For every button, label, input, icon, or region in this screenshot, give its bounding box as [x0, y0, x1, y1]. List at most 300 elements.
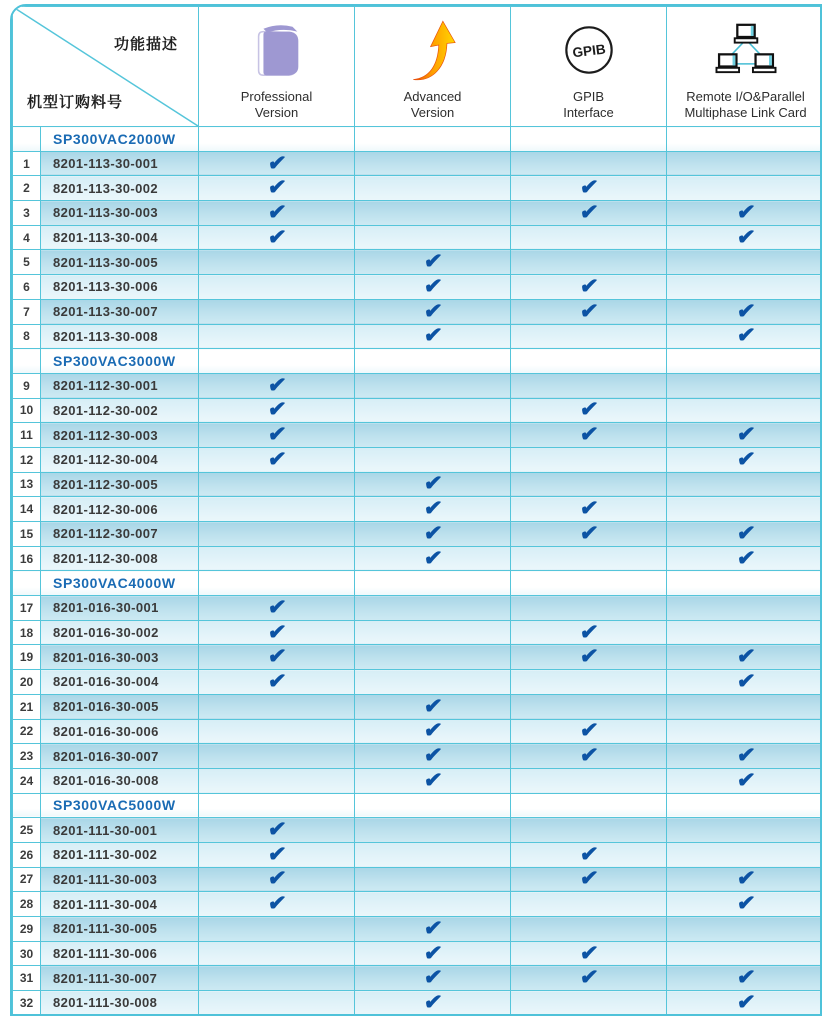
feature-check-cell: [511, 768, 667, 793]
model-group-header-row: [13, 793, 823, 818]
check-icon: ✔: [735, 299, 756, 323]
row-number-cell: 27: [13, 867, 41, 892]
feature-check-cell: [667, 694, 823, 719]
row-number-cell: 17: [13, 596, 41, 621]
empty-feature-cell: [199, 571, 355, 596]
part-number-cell: 8201-111-30-004: [41, 892, 199, 917]
feature-check-cell: [355, 744, 511, 769]
part-number-cell: 8201-016-30-005: [41, 694, 199, 719]
check-icon: ✔: [266, 225, 287, 249]
feature-check-cell: [355, 867, 511, 892]
check-icon: ✔: [266, 595, 287, 619]
feature-check-cell: [511, 398, 667, 423]
model-group-header-row: [13, 571, 823, 596]
table-row: [13, 176, 823, 201]
check-icon: ✔: [735, 669, 756, 693]
table-row: [13, 818, 823, 843]
row-number-cell: 6: [13, 275, 41, 300]
part-number-cell: 8201-111-30-003: [41, 867, 199, 892]
feature-check-cell: [355, 497, 511, 522]
part-number-cell: 8201-112-30-007: [41, 522, 199, 547]
model-name-cell: SP300VAC5000W: [41, 793, 199, 818]
model-group-header-row: [13, 127, 823, 152]
row-number-cell: 18: [13, 620, 41, 645]
feature-check-cell: [355, 842, 511, 867]
table-row: [13, 275, 823, 300]
check-icon: ✔: [735, 645, 756, 669]
row-number-cell: 4: [13, 225, 41, 250]
part-number-cell: 8201-016-30-001: [41, 596, 199, 621]
row-number-cell: 25: [13, 818, 41, 843]
check-icon: ✔: [422, 472, 443, 496]
part-number-cell: 8201-112-30-003: [41, 423, 199, 448]
check-icon: ✔: [422, 497, 443, 521]
check-icon: ✔: [266, 867, 287, 891]
feature-check-cell: [667, 645, 823, 670]
feature-check-cell: [667, 151, 823, 176]
check-icon: ✔: [735, 447, 756, 471]
check-icon: ✔: [422, 916, 443, 940]
growth-arrow-icon: [355, 7, 510, 89]
feature-check-cell: [199, 966, 355, 991]
feature-check-cell: [199, 818, 355, 843]
check-icon: ✔: [735, 225, 756, 249]
feature-check-cell: [199, 299, 355, 324]
empty-feature-cell: [511, 793, 667, 818]
feature-check-cell: [199, 842, 355, 867]
feature-check-cell: [511, 225, 667, 250]
check-icon: ✔: [578, 497, 599, 521]
feature-check-cell: [199, 744, 355, 769]
feature-check-cell: [355, 225, 511, 250]
check-icon: ✔: [266, 669, 287, 693]
row-number-cell: 20: [13, 670, 41, 695]
feature-check-cell: [667, 423, 823, 448]
feature-matrix: [10, 4, 822, 1016]
check-icon: ✔: [578, 842, 599, 866]
feature-check-cell: [511, 324, 667, 349]
check-icon: ✔: [422, 521, 443, 545]
feature-check-cell: [667, 818, 823, 843]
feature-check-cell: [199, 225, 355, 250]
table-row: [13, 645, 823, 670]
feature-check-cell: [511, 447, 667, 472]
row-number-cell: 13: [13, 472, 41, 497]
model-name-cell: SP300VAC3000W: [41, 349, 199, 374]
table-row: [13, 423, 823, 448]
check-icon: ✔: [735, 200, 756, 224]
feature-check-cell: [667, 398, 823, 423]
feature-check-cell: [511, 818, 667, 843]
feature-check-cell: [667, 472, 823, 497]
feature-check-cell: [199, 645, 355, 670]
feature-check-cell: [667, 966, 823, 991]
check-icon: ✔: [735, 990, 756, 1014]
table-row: [13, 917, 823, 942]
table-row: [13, 522, 823, 547]
table-row: [13, 497, 823, 522]
empty-feature-cell: [511, 127, 667, 152]
feature-matrix-table: [12, 6, 822, 1016]
feature-check-cell: [355, 398, 511, 423]
feature-check-cell: [355, 768, 511, 793]
column-label-professional: Professional Version: [240, 89, 313, 121]
feature-check-cell: [355, 670, 511, 695]
feature-check-cell: [355, 324, 511, 349]
feature-check-cell: [667, 299, 823, 324]
table-row: [13, 299, 823, 324]
check-icon: ✔: [266, 200, 287, 224]
empty-feature-cell: [667, 571, 823, 596]
row-number-cell: 15: [13, 522, 41, 547]
feature-check-cell: [667, 497, 823, 522]
feature-check-cell: [199, 991, 355, 1016]
part-number-cell: 8201-113-30-008: [41, 324, 199, 349]
check-icon: ✔: [578, 423, 599, 447]
check-icon: ✔: [735, 521, 756, 545]
row-number-cell: 16: [13, 546, 41, 571]
table-row: [13, 373, 823, 398]
feature-check-cell: [355, 818, 511, 843]
feature-check-cell: [199, 423, 355, 448]
feature-check-cell: [511, 250, 667, 275]
check-icon: ✔: [735, 324, 756, 348]
check-icon: ✔: [266, 447, 287, 471]
check-icon: ✔: [578, 645, 599, 669]
row-number-cell: 23: [13, 744, 41, 769]
check-icon: ✔: [735, 423, 756, 447]
feature-check-cell: [199, 151, 355, 176]
feature-check-cell: [355, 719, 511, 744]
feature-check-cell: [511, 275, 667, 300]
column-header-professional: [199, 7, 355, 127]
row-number-cell: 8: [13, 324, 41, 349]
column-label-gpib: GPIB Interface: [563, 89, 614, 121]
row-number-cell: [13, 571, 41, 596]
row-number-cell: 29: [13, 917, 41, 942]
row-number-cell: 7: [13, 299, 41, 324]
check-icon: ✔: [578, 176, 599, 200]
feature-check-cell: [511, 176, 667, 201]
table-row: [13, 620, 823, 645]
feature-check-cell: [199, 250, 355, 275]
feature-check-cell: [355, 917, 511, 942]
feature-check-cell: [355, 546, 511, 571]
empty-feature-cell: [355, 349, 511, 374]
part-number-cell: 8201-112-30-002: [41, 398, 199, 423]
feature-check-cell: [511, 892, 667, 917]
feature-check-cell: [199, 324, 355, 349]
column-header-gpib: [511, 7, 667, 127]
check-icon: ✔: [266, 423, 287, 447]
check-icon: ✔: [266, 892, 287, 916]
table-row: [13, 744, 823, 769]
column-header-remote: [667, 7, 823, 127]
feature-check-cell: [199, 917, 355, 942]
network-icon: [667, 7, 822, 89]
part-number-cell: 8201-112-30-004: [41, 447, 199, 472]
feature-check-cell: [199, 620, 355, 645]
check-icon: ✔: [266, 373, 287, 397]
check-icon: ✔: [422, 768, 443, 792]
feature-check-cell: [667, 596, 823, 621]
table-row: [13, 842, 823, 867]
row-number-cell: 5: [13, 250, 41, 275]
row-number-cell: [13, 349, 41, 374]
corner-bottom-label: 机型订购料号: [27, 94, 124, 111]
row-number-cell: 28: [13, 892, 41, 917]
feature-check-cell: [355, 892, 511, 917]
feature-check-cell: [667, 373, 823, 398]
part-number-cell: 8201-113-30-005: [41, 250, 199, 275]
column-header-advanced: [355, 7, 511, 127]
part-number-cell: 8201-112-30-008: [41, 546, 199, 571]
empty-feature-cell: [511, 571, 667, 596]
feature-check-cell: [667, 176, 823, 201]
feature-check-cell: [355, 151, 511, 176]
part-number-cell: 8201-111-30-005: [41, 917, 199, 942]
table-row: [13, 398, 823, 423]
feature-check-cell: [355, 620, 511, 645]
table-row: [13, 670, 823, 695]
table-row: [13, 201, 823, 226]
check-icon: ✔: [735, 546, 756, 570]
part-number-cell: 8201-111-30-008: [41, 991, 199, 1016]
feature-check-cell: [667, 892, 823, 917]
feature-check-cell: [511, 670, 667, 695]
feature-check-cell: [199, 522, 355, 547]
part-number-cell: 8201-111-30-007: [41, 966, 199, 991]
feature-check-cell: [667, 744, 823, 769]
table-row: [13, 596, 823, 621]
check-icon: ✔: [422, 324, 443, 348]
row-number-cell: 1: [13, 151, 41, 176]
check-icon: ✔: [266, 818, 287, 842]
feature-check-cell: [199, 398, 355, 423]
table-row: [13, 546, 823, 571]
feature-check-cell: [511, 151, 667, 176]
check-icon: ✔: [422, 744, 443, 768]
book-icon: [199, 7, 354, 89]
feature-check-cell: [355, 447, 511, 472]
feature-check-cell: [199, 447, 355, 472]
part-number-cell: 8201-113-30-006: [41, 275, 199, 300]
check-icon: ✔: [578, 200, 599, 224]
part-number-cell: 8201-016-30-007: [41, 744, 199, 769]
feature-check-cell: [667, 917, 823, 942]
feature-check-cell: [667, 768, 823, 793]
feature-check-cell: [511, 373, 667, 398]
row-number-cell: [13, 127, 41, 152]
row-number-cell: 26: [13, 842, 41, 867]
part-number-cell: 8201-113-30-002: [41, 176, 199, 201]
check-icon: ✔: [578, 744, 599, 768]
model-name-cell: SP300VAC4000W: [41, 571, 199, 596]
feature-check-cell: [199, 670, 355, 695]
row-number-cell: 22: [13, 719, 41, 744]
row-number-cell: 12: [13, 447, 41, 472]
feature-check-cell: [511, 966, 667, 991]
feature-check-cell: [355, 299, 511, 324]
row-number-cell: 32: [13, 991, 41, 1016]
check-icon: ✔: [578, 719, 599, 743]
feature-check-cell: [355, 176, 511, 201]
empty-feature-cell: [667, 349, 823, 374]
empty-feature-cell: [355, 571, 511, 596]
check-icon: ✔: [422, 546, 443, 570]
check-icon: ✔: [422, 719, 443, 743]
table-row: [13, 768, 823, 793]
gpib-circle-icon: [511, 7, 666, 89]
feature-check-cell: [199, 596, 355, 621]
check-icon: ✔: [422, 274, 443, 298]
corner-header-cell: [13, 7, 199, 127]
feature-check-cell: [511, 299, 667, 324]
empty-feature-cell: [511, 349, 667, 374]
feature-check-cell: [355, 694, 511, 719]
feature-check-cell: [667, 991, 823, 1016]
part-number-cell: 8201-112-30-005: [41, 472, 199, 497]
check-icon: ✔: [735, 768, 756, 792]
table-row: [13, 250, 823, 275]
table-row: [13, 151, 823, 176]
table-row: [13, 719, 823, 744]
row-number-cell: 21: [13, 694, 41, 719]
feature-check-cell: [511, 744, 667, 769]
check-icon: ✔: [266, 620, 287, 644]
feature-check-cell: [199, 275, 355, 300]
feature-check-cell: [511, 867, 667, 892]
feature-check-cell: [511, 596, 667, 621]
feature-check-cell: [199, 373, 355, 398]
row-number-cell: 19: [13, 645, 41, 670]
feature-check-cell: [511, 842, 667, 867]
check-icon: ✔: [578, 966, 599, 990]
table-row: [13, 694, 823, 719]
part-number-cell: 8201-113-30-003: [41, 201, 199, 226]
feature-check-cell: [511, 719, 667, 744]
check-icon: ✔: [422, 694, 443, 718]
feature-check-cell: [199, 719, 355, 744]
row-number-cell: 9: [13, 373, 41, 398]
row-number-cell: 30: [13, 941, 41, 966]
feature-check-cell: [511, 991, 667, 1016]
feature-check-cell: [511, 620, 667, 645]
feature-check-cell: [355, 373, 511, 398]
part-number-cell: 8201-112-30-006: [41, 497, 199, 522]
part-number-cell: 8201-112-30-001: [41, 373, 199, 398]
feature-check-cell: [355, 275, 511, 300]
part-number-cell: 8201-016-30-004: [41, 670, 199, 695]
part-number-cell: 8201-111-30-002: [41, 842, 199, 867]
column-label-remote: Remote I/O&Parallel Multiphase Link Card: [684, 89, 807, 121]
feature-check-cell: [355, 991, 511, 1016]
row-number-cell: [13, 793, 41, 818]
feature-check-cell: [511, 497, 667, 522]
check-icon: ✔: [578, 941, 599, 965]
empty-feature-cell: [199, 127, 355, 152]
empty-feature-cell: [355, 793, 511, 818]
feature-check-cell: [355, 472, 511, 497]
check-icon: ✔: [422, 299, 443, 323]
check-icon: ✔: [266, 151, 287, 175]
part-number-cell: 8201-111-30-006: [41, 941, 199, 966]
feature-check-cell: [667, 201, 823, 226]
feature-check-cell: [667, 447, 823, 472]
check-icon: ✔: [578, 620, 599, 644]
check-icon: ✔: [578, 274, 599, 298]
check-icon: ✔: [266, 176, 287, 200]
feature-check-cell: [355, 522, 511, 547]
table-row: [13, 892, 823, 917]
part-number-cell: 8201-113-30-004: [41, 225, 199, 250]
feature-check-cell: [355, 596, 511, 621]
empty-feature-cell: [667, 127, 823, 152]
part-number-cell: 8201-016-30-006: [41, 719, 199, 744]
feature-check-cell: [667, 225, 823, 250]
check-icon: ✔: [266, 842, 287, 866]
check-icon: ✔: [735, 744, 756, 768]
corner-top-label: 功能描述: [113, 36, 178, 53]
row-number-cell: 10: [13, 398, 41, 423]
svg-text:GPIB: GPIB: [571, 41, 607, 61]
check-icon: ✔: [578, 867, 599, 891]
row-number-cell: 24: [13, 768, 41, 793]
row-number-cell: 3: [13, 201, 41, 226]
feature-check-cell: [511, 917, 667, 942]
feature-check-cell: [511, 941, 667, 966]
feature-check-cell: [511, 694, 667, 719]
feature-check-cell: [667, 941, 823, 966]
part-number-cell: 8201-016-30-002: [41, 620, 199, 645]
table-row: [13, 966, 823, 991]
feature-check-cell: [199, 694, 355, 719]
feature-check-cell: [511, 546, 667, 571]
feature-check-cell: [667, 670, 823, 695]
table-row: [13, 472, 823, 497]
empty-feature-cell: [355, 127, 511, 152]
feature-check-cell: [355, 941, 511, 966]
check-icon: ✔: [422, 966, 443, 990]
part-number-cell: 8201-016-30-003: [41, 645, 199, 670]
header-row: [13, 7, 823, 127]
row-number-cell: 11: [13, 423, 41, 448]
table-row: [13, 991, 823, 1016]
feature-check-cell: [199, 768, 355, 793]
feature-check-cell: [667, 620, 823, 645]
part-number-cell: 8201-113-30-007: [41, 299, 199, 324]
row-number-cell: 14: [13, 497, 41, 522]
feature-check-cell: [355, 201, 511, 226]
feature-check-cell: [199, 941, 355, 966]
feature-check-cell: [667, 842, 823, 867]
check-icon: ✔: [735, 867, 756, 891]
feature-check-cell: [355, 250, 511, 275]
feature-check-cell: [667, 867, 823, 892]
part-number-cell: 8201-016-30-008: [41, 768, 199, 793]
model-group-header-row: [13, 349, 823, 374]
column-label-advanced: Advanced Version: [403, 89, 462, 121]
feature-check-cell: [355, 645, 511, 670]
check-icon: ✔: [578, 299, 599, 323]
check-icon: ✔: [735, 892, 756, 916]
table-row: [13, 941, 823, 966]
check-icon: ✔: [266, 398, 287, 422]
feature-check-cell: [199, 892, 355, 917]
row-number-cell: 31: [13, 966, 41, 991]
feature-check-cell: [199, 497, 355, 522]
table-row: [13, 867, 823, 892]
